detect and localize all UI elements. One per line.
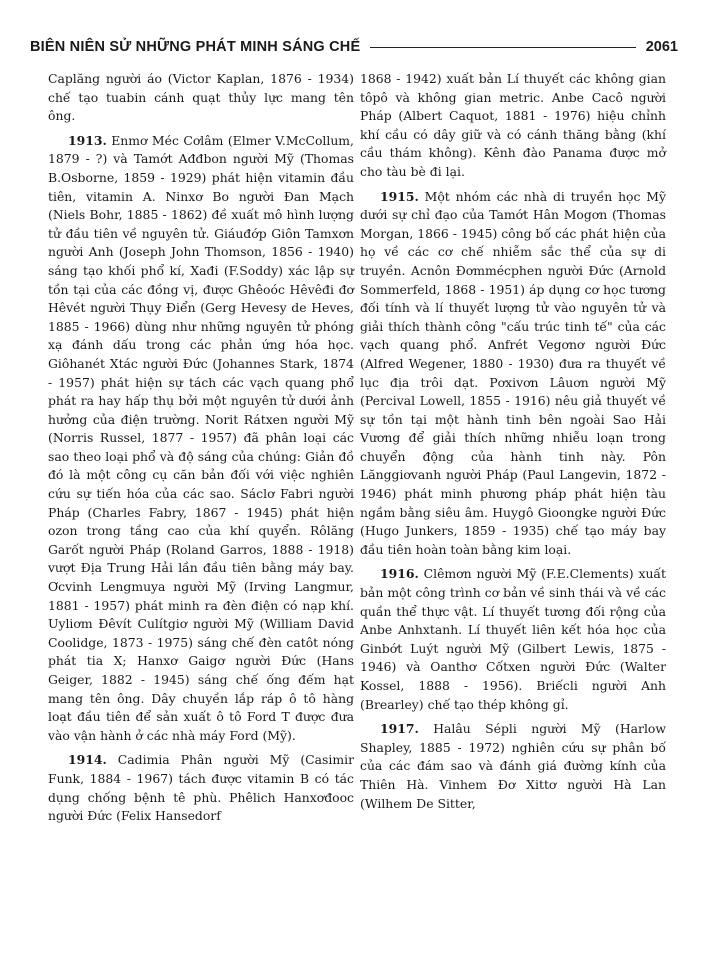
paragraph bbox=[360, 565, 666, 714]
paragraph bbox=[48, 132, 354, 746]
year-label: 1914. bbox=[68, 752, 107, 768]
page-number: 2061 bbox=[645, 39, 678, 55]
paragraph-text: Caplăng người áo (Victor Kaplan, 1876 - 1934) chế tạo tuabin cánh quạt thủy lực mang tên ông. bbox=[48, 71, 354, 124]
paragraph bbox=[360, 188, 666, 560]
year-label: 1916. bbox=[380, 566, 419, 582]
paragraph-text: 1868 - 1942) xuất bản Lí thuyết các không gian tôpô và không gian metric. Anbe Cacô người Pháp (Albert Caquot, 1881 - 1976) hiệu chỉnh khí cầu có dây giữ và có cánh thăng bằng (khí cầu thám không). Kênh đào Panama được mở cho tàu bè đi lại. bbox=[360, 71, 666, 179]
paragraph bbox=[48, 70, 354, 126]
paragraph-text: Clêmơn người Mỹ (F.E.Clements) xuất bản một công trình cơ bản về sinh thái và về các quần thể thực vật. Lí thuyết tương đối rộng của Anbe Anhxtanh. Lí thuyết liên kết hóa học của Ginbớt Luýt người Mỹ (Gilbert Lewis, 1875 - 1946) và Oanthơ Cốtxen người Đức (Walter Kossel, 1888 - 1956). Briếcli người Anh (Brearley) chế tạo thép không gỉ. bbox=[360, 566, 666, 712]
header-rule bbox=[370, 47, 635, 48]
year-label: 1915. bbox=[380, 188, 419, 204]
year-label: 1913. bbox=[68, 132, 107, 148]
paragraph bbox=[360, 720, 666, 813]
year-label: 1917. bbox=[380, 721, 419, 737]
paragraph bbox=[360, 70, 666, 182]
paragraph-text: Halâu Sépli người Mỹ (Harlow Shapley, 1885 - 1972) nghiên cứu sự phân bố của các đám sao và đánh giá đường kính của Thiên Hà. Vinhem Đơ Xittơ người Hà Lan (Wilhem De Sitter, bbox=[360, 721, 666, 811]
running-header bbox=[30, 36, 678, 58]
left-column bbox=[48, 70, 354, 826]
right-column bbox=[360, 70, 666, 813]
paragraph-text: Cadimia Phân người Mỹ (Casimir Funk, 1884 - 1967) tách được vitamin B có tác dụng chống bệnh tê phù. Phêlich Hanxơđooc người Đức (Felix Hansedorf bbox=[48, 752, 354, 824]
paragraph-text: Enmơ Méc Cơlâm (Elmer V.McCollum, 1879 - ?) và Tamớt Ađđbon người Mỹ (Thomas B.Osborne, 1859 - 1929) phát hiện vitamin đầu tiên, vitamin A. Ninxơ Bo người Đan Mạch (Niels Bohr, 1885 - 1862) đề xuất mô hình lượng tử đầu tiên về nguyên tử. Giáuđớp Giôn Tamxơn người Anh (Joseph John Thomson, 1856 - 1940) sáng tạo khối phổ kí, Xađi (F.Soddy) xác lập sự tồn tại của các đồng vị, được Ghêoóc Hêvêđi đơ Hêvét người Thụy Điển (Gerg Hevesy de Heves, 1885 - 1966) dùng như những nguyên tử phóng xạ đánh dấu trong các phản ứng hóa học. Giôhanét Xtác người Đức (Johannes Stark, 1874 - 1957) phát hiện sự tách các vạch quang phổ phát ra hay hấp thụ bởi một nguyên tử dưới ảnh hưởng của điện trường. Norit Rátxen người Mỹ (Norris Russel, 1877 - 1957) đã phân loại các sao theo loại phổ và độ sáng của chúng: Giản đồ đó là một công cụ căn bản đối với việc nghiên cứu sự tiến hóa của các sao. Sáclơ Fabri người Pháp (Charles Fabry, 1867 - 1945) phát hiện ozon trong tầng cao của khí quyển. Rôlăng Garốt người Pháp (Roland Garros, 1888 - 1918) vượt Địa Trung Hải lần đầu tiên bằng máy bay. Ơcvinh Lengmuya người Mỹ (Irving Langmur, 1881 - 1957) phát minh ra đèn điện có nạp khí. Uyliơm Đêvít Culítgiơ người Mỹ (William David Coolidge, 1873 - 1975) sáng chế đèn catôt nóng phát tia X; Hanxơ Gaigơ người Đức (Hans Geiger, 1882 - 1945) sáng chế ống đếm hạt mang tên ông. Dây chuyền lắp ráp ô tô hàng loạt đầu tiên để sản xuất ô tô Ford T được đưa vào vận hành ở các nhà máy Ford (Mỹ). bbox=[48, 132, 354, 743]
paragraph bbox=[48, 751, 354, 825]
running-title: BIÊN NIÊN SỬ NHỮNG PHÁT MINH SÁNG CHẾ bbox=[30, 39, 361, 55]
paragraph-text: Một nhóm các nhà di truyền học Mỹ dưới sự chỉ đạo của Tamớt Hân Mogơn (Thomas Morgan, 1866 - 1945) công bố các phát hiện của họ về các cơ chế nhiễm sắc thể của sự di truyền. Acnôn Đơmmécphen người Đức (Arnold Sommerfeld, 1868 - 1951) áp dụng cơ học tương đối tính và lí thuyết lượng tử vào nguyên tử và giải thích thành công "cấu trúc tinh tế" của các vạch quang phổ. Anfrét Vegơnơ người Đức (Alfred Wegener, 1880 - 1930) đưa ra thuyết về lục địa trôi dạt. Pơxivơn Lâuơn người Mỹ (Percival Lowell, 1855 - 1916) nêu giả thuyết về sự tồn tại một hành tinh bên ngoài Sao Hải Vương để giải thích những nhiễu loạn trong chuyển động của hành tinh này. Pôn Lănggiơvanh người Pháp (Paul Langevin, 1872 - 1946) phát minh phương pháp phát hiện tàu ngầm bằng siêu âm. Huygô Gioongke người Đức (Hugo Junkers, 1859 - 1935) chế tạo máy bay đầu tiên hoàn toàn bằng kim loại. bbox=[360, 188, 666, 557]
